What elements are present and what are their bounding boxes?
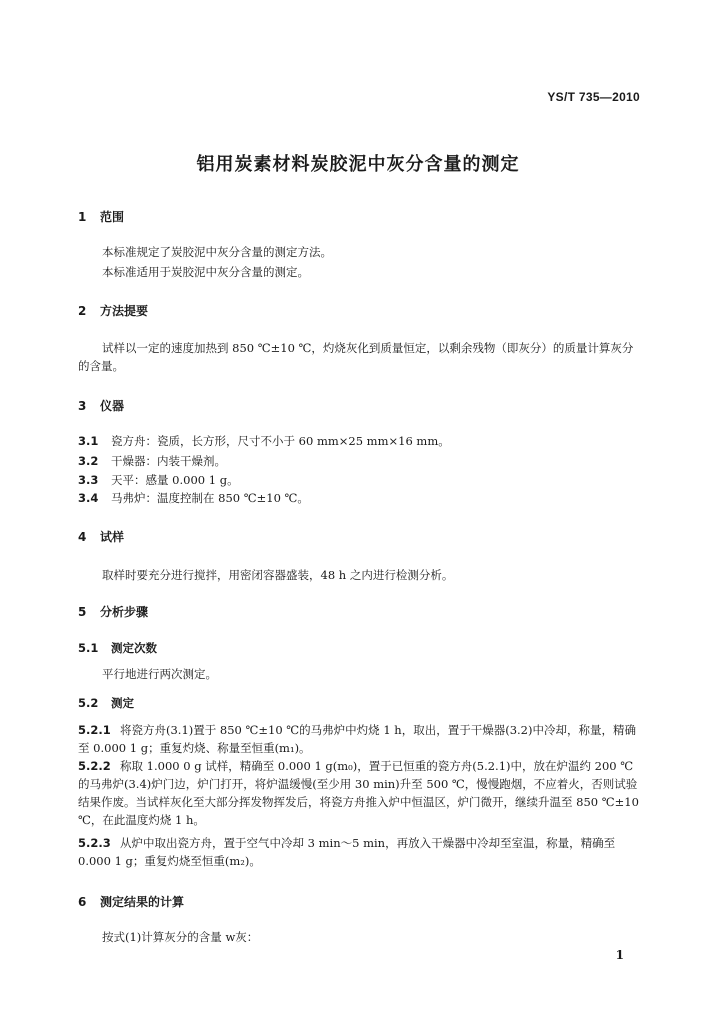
page-number: 1 (615, 948, 624, 962)
item-text: 瓷方舟：瓷质，长方形，尺寸不小于 60 mm×25 mm×16 mm。 (111, 434, 450, 448)
subsection-5-2-heading (78, 695, 134, 711)
scope-line-1: 本标准规定了炭胶泥中灰分含量的测定方法。 (102, 245, 332, 259)
apparatus-item (78, 453, 226, 469)
scope-line-2: 本标准适用于炭胶泥中灰分含量的测定。 (102, 265, 309, 279)
item-text: 马弗炉：温度控制在 850 ℃±10 ℃。 (111, 491, 309, 505)
section-title: 测定结果的计算 (100, 895, 185, 909)
document-title: 铝用炭素材料炭胶泥中灰分含量的测定 (196, 154, 520, 175)
item-number: 3.2 (78, 454, 99, 468)
section-title: 仪器 (100, 399, 125, 413)
section-title: 试样 (100, 530, 125, 544)
section-4-heading (78, 528, 124, 545)
item-number: 3.4 (78, 491, 99, 505)
section-title: 方法提要 (100, 304, 149, 318)
subsection-number: 5.1 (78, 641, 99, 655)
apparatus-item (78, 433, 450, 449)
procedure-step-5-2-1 (78, 721, 644, 757)
determination-count-text: 平行地进行两次测定。 (102, 667, 217, 681)
section-5-heading (78, 603, 148, 620)
section-2-heading (78, 302, 148, 319)
item-text: 干燥器：内装干燥剂。 (111, 454, 226, 468)
subsection-5-1-heading (78, 640, 157, 656)
step-text: 从炉中取出瓷方舟，置于空气中冷却 3 min～5 min，再放入干燥器中冷却至室温，称量，精确至 0.000 1 g；重复灼烧至恒重(m₂)。 (78, 836, 616, 868)
section-title: 范围 (100, 210, 125, 224)
subsection-number: 5.2 (78, 696, 99, 710)
section-number: 2 (78, 304, 87, 318)
section-number: 1 (78, 210, 87, 224)
apparatus-item (78, 472, 239, 488)
procedure-step-5-2-3 (78, 834, 644, 870)
procedure-step-5-2-2 (78, 757, 644, 829)
subsection-title: 测定 (111, 696, 134, 710)
item-number: 3.1 (78, 434, 99, 448)
subsection-title: 测定次数 (111, 641, 157, 655)
section-6-heading (78, 893, 184, 910)
step-text: 称取 1.000 0 g 试样，精确至 0.000 1 g(m₀)，置于已恒重的瓷方舟(5.2.1)中，放在炉温约 200 ℃的马弗炉(3.4)炉门边，炉门打开，将炉温缓慢(至少用 30 min)升至 500 ℃，慢慢跑烟，不应着火，否则试验结果作废。当试样灰化至大部分挥发物挥发后，将瓷方舟推入炉中恒温区，炉门微开，继续升温至 850 ℃±10 ℃，在此温度灼烧 1 h。 (78, 759, 639, 827)
section-number: 6 (78, 895, 87, 909)
standard-number: YS/T 735—2010 (547, 90, 640, 104)
step-number: 5.2.1 (78, 723, 111, 737)
sample-paragraph: 取样时要充分进行搅拌，用密闭容器盛装，48 h 之内进行检测分析。 (102, 568, 454, 582)
method-summary-paragraph: 试样以一定的速度加热到 850 ℃±10 ℃，灼烧灰化到质量恒定，以剩余残物（即灰分）的质量计算灰分的含量。 (78, 341, 634, 373)
section-3-heading (78, 397, 124, 414)
step-number: 5.2.3 (78, 836, 111, 850)
apparatus-item (78, 490, 309, 506)
item-text: 天平：感量 0.000 1 g。 (111, 473, 239, 487)
section-title: 分析步骤 (100, 605, 149, 619)
step-text: 将瓷方舟(3.1)置于 850 ℃±10 ℃的马弗炉中灼烧 1 h，取出，置于干燥器(3.2)中冷却，称量，精确至 0.000 1 g；重复灼烧、称量至恒重(m₁)。 (78, 723, 636, 755)
section-number: 3 (78, 399, 87, 413)
section-number: 4 (78, 530, 87, 544)
calculation-intro: 按式(1)计算灰分的含量 w灰： (102, 930, 259, 944)
section-1-heading (78, 208, 124, 225)
step-number: 5.2.2 (78, 759, 111, 773)
item-number: 3.3 (78, 473, 99, 487)
section-number: 5 (78, 605, 87, 619)
